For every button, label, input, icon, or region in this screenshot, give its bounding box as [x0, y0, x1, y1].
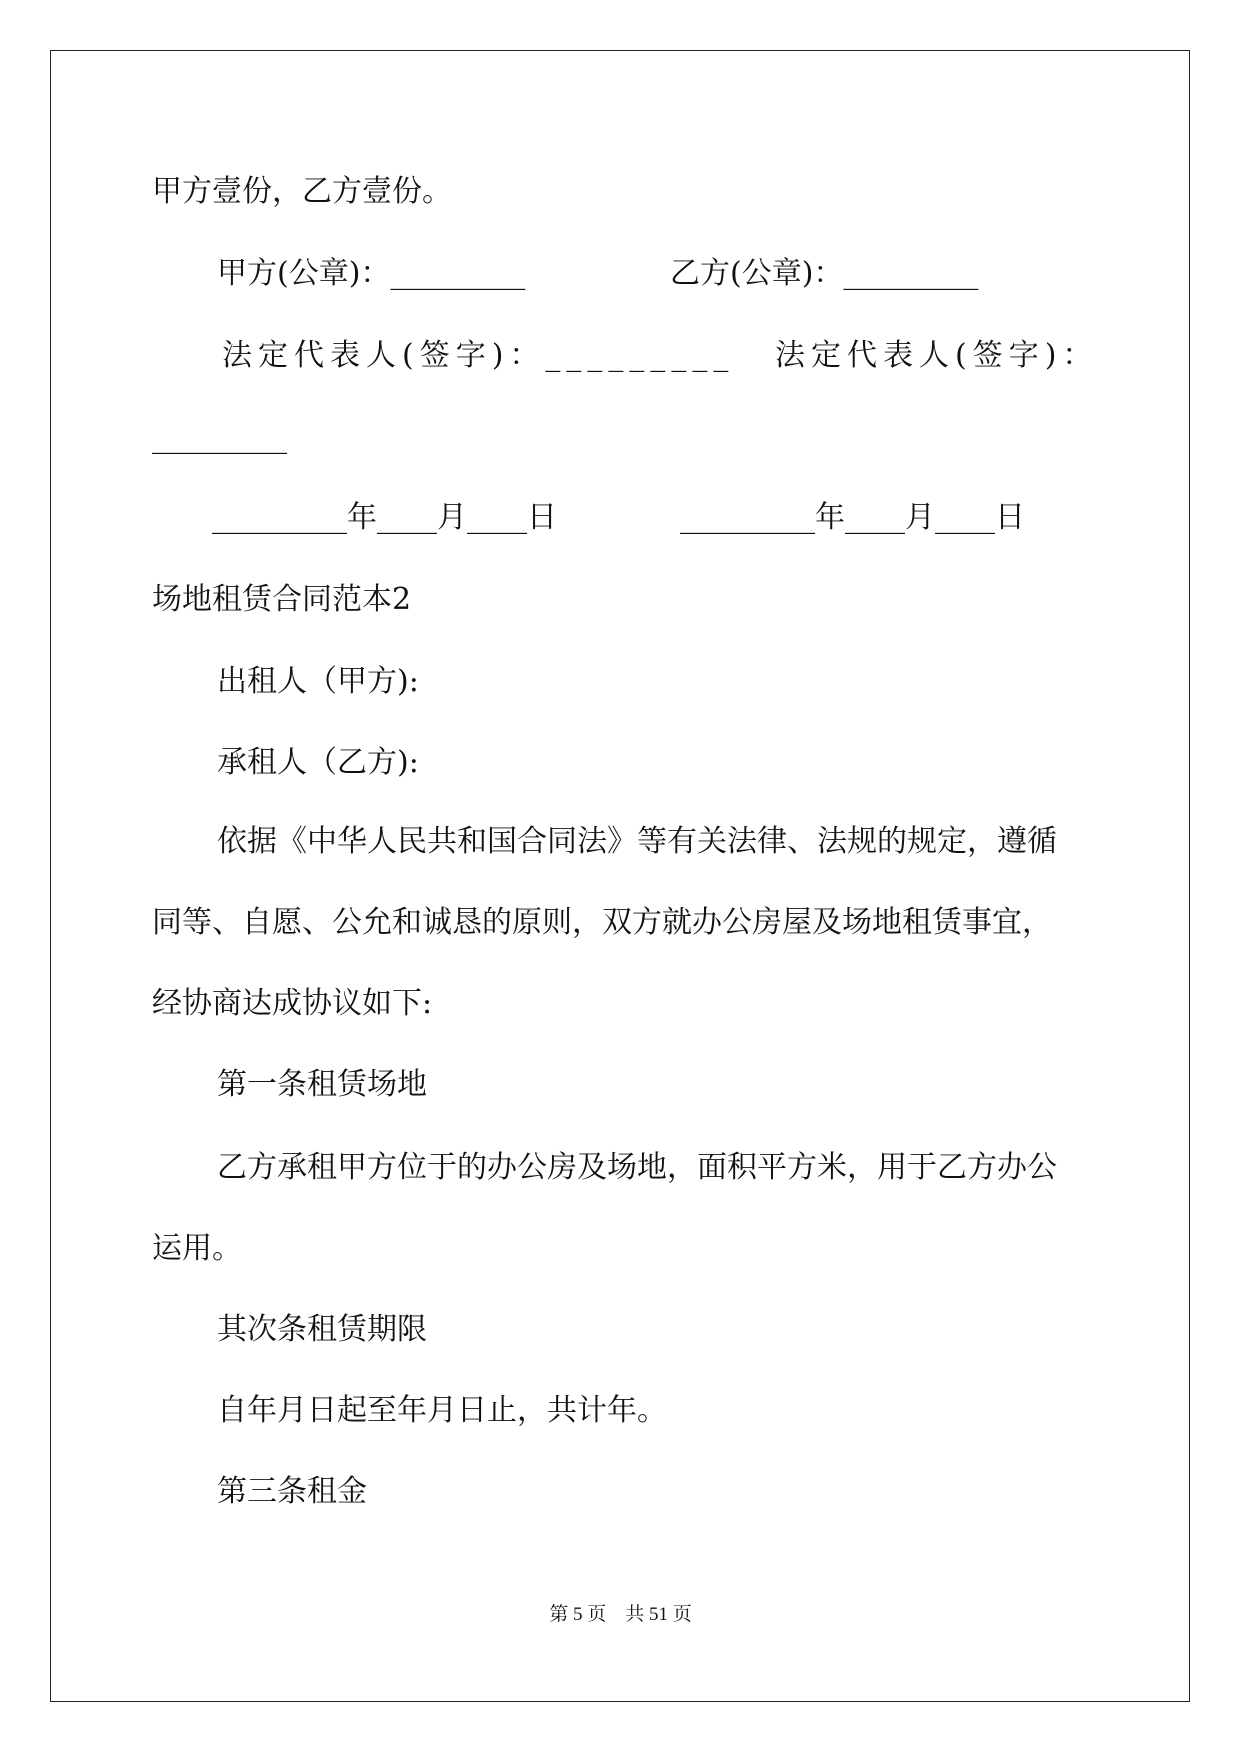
- article-2-text: 自年月日起至年月日止，共计年。: [217, 1393, 667, 1428]
- page-prefix: 第: [549, 1604, 569, 1625]
- page-border: [50, 50, 1190, 1702]
- preamble-line-3: 经协商达成协议如下:: [152, 986, 433, 1021]
- copies-line: 甲方壹份，乙方壹份。: [152, 174, 452, 209]
- party-a-representative: 法定代表人(签字)：_________: [222, 338, 735, 373]
- preamble-line-2: 同等、自愿、公允和诚恳的原则，双方就办公房屋及场地租赁事宜，: [152, 905, 1052, 940]
- party-b-date: _________年____月____日: [680, 500, 1025, 535]
- article-1-text-1: 乙方承租甲方位于的办公房及场地，面积平方米，用于乙方办公: [217, 1150, 1057, 1185]
- total-suffix: 页: [672, 1604, 692, 1625]
- party-b-representative-blank: _________: [152, 420, 287, 455]
- party-b-representative: 法定代表人(签字)：: [775, 338, 1099, 373]
- total-prefix: 共: [625, 1604, 645, 1625]
- lessor-line: 出租人（甲方):: [217, 664, 419, 699]
- total-pages: 51: [649, 1604, 669, 1625]
- article-2-heading: 其次条租赁期限: [217, 1312, 427, 1347]
- party-a-date: _________年____月____日: [212, 500, 557, 535]
- page-suffix: 页: [587, 1604, 607, 1625]
- article-1-heading: 第一条租赁场地: [217, 1067, 427, 1102]
- party-b-seal: 乙方(公章)：_________: [670, 256, 979, 291]
- lessee-line: 承租人（乙方):: [217, 745, 419, 780]
- party-a-seal: 甲方(公章)：_________: [217, 256, 526, 291]
- article-3-heading: 第三条租金: [217, 1474, 367, 1509]
- section-title: 场地租赁合同范本2: [152, 582, 412, 617]
- page-footer: [0, 1599, 1241, 1626]
- page-number: 5: [572, 1604, 583, 1625]
- preamble-line-1: 依据《中华人民共和国合同法》等有关法律、法规的规定，遵循: [217, 824, 1057, 859]
- article-1-text-2: 运用。: [152, 1231, 242, 1266]
